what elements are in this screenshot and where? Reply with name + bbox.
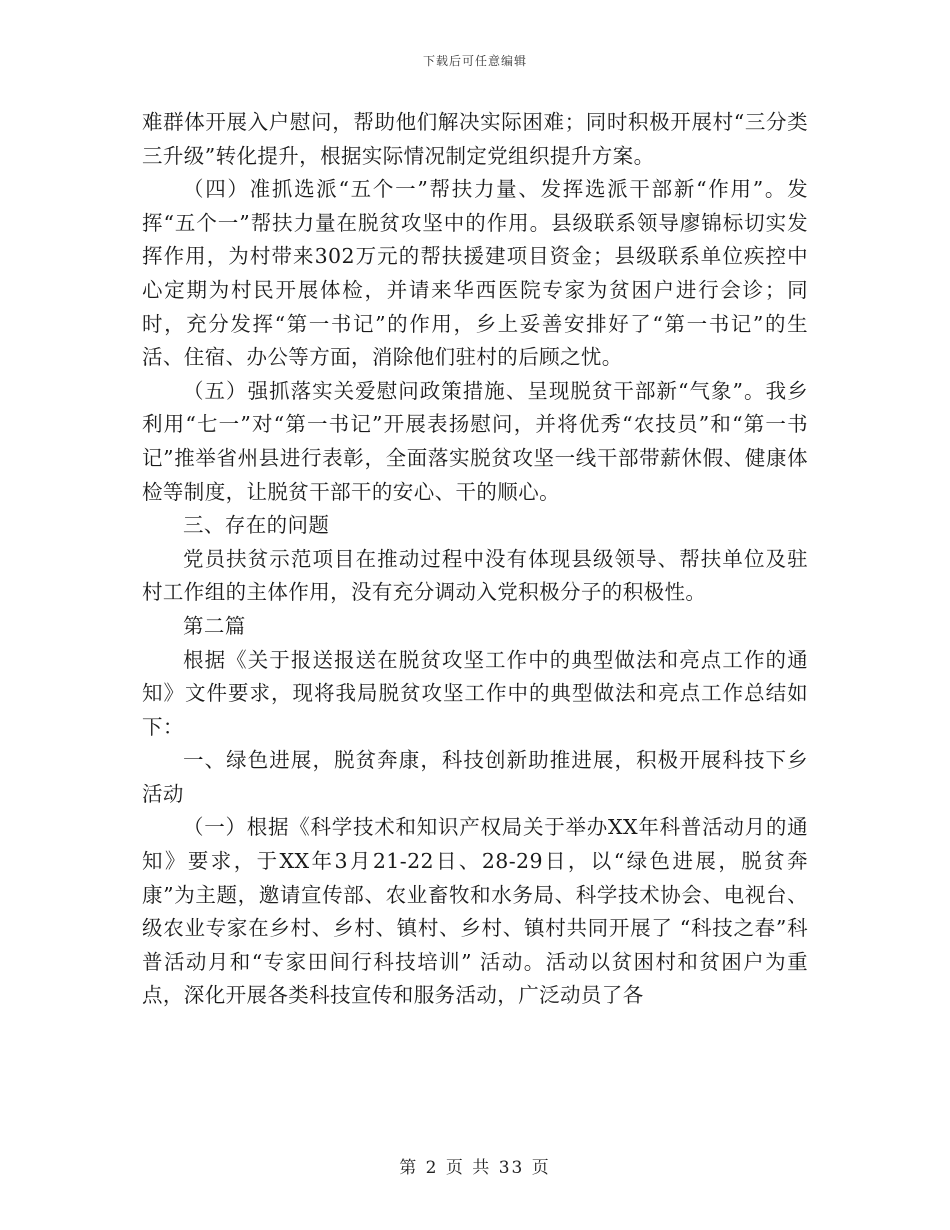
paragraph-5: 党员扶贫示范项目在推动过程中没有体现县级领导、帮扶单位及驻村工作组的主体作用，没有充分调动入党积极分子的积极性。 [142,546,808,605]
paragraph-7: 根据《关于报送报送在脱贫攻坚工作中的典型做法和亮点工作的通知》文件要求，现将我局脱贫攻坚工作中的典型做法和亮点工作总结如下： [142,647,808,739]
part-heading-second: 第二篇 [183,613,246,638]
paragraph-3: （五）强抓落实关爱慰问政策措施、呈现脱贫干部新“气象”。我乡利用“七一”对“第一书记”开展表扬慰问，并将优秀“农技员”和“第一书记”推举省州县进行表彰，全面落实脱贫攻坚一线干部带薪休假、健康体检等制度，让脱贫干部干的安心、干的顺心。 [142,378,808,504]
section-heading-problems: 三、存在的问题 [183,513,330,538]
paragraph-2: （四）准抓选派“五个一”帮扶力量、发挥选派干部新“作用”。发挥“五个一”帮扶力量在脱贫攻坚中的作用。县级联系领导廖锦标切实发挥作用，为村带来302万元的帮扶援建项目资金；县级联系单位疾控中心定期为村民开展体检，并请来华西医院专家为贫困户进行会诊；同时，充分发挥“第一书记”的作用，乡上妥善安排好了“第一书记”的生活、住宿、办公等方面，消除他们驻村的后顾之忧。 [142,177,808,370]
document-body [142,106,808,1013]
paragraph-9: （一）根据《科学技术和知识产权局关于举办XX年科普活动月的通知》要求，于XX年3月21-22日、28-29日，以“绿色进展，脱贫奔康”为主题，邀请宣传部、农业畜牧和水务局、科学技术协会、电视台、级农业专家在乡村、乡村、镇村、乡村、镇村共同开展了 “科技之春”科普活动月和“专家田间行科技培训” 活动。活动以贫困村和贫困户为重点，深化开展各类科技宣传和服务活动，广泛动员了各 [142,815,808,1008]
page-footer: 第 2 页 共 33 页 [399,1158,551,1178]
paragraph-1: 难群体开展入户慰问，帮助他们解决实际困难；同时积极开展村“三分类三升级”转化提升，根据实际情况制定党组织提升方案。 [142,110,808,168]
page-header: 下载后可任意编辑 [422,54,527,68]
section-heading-green-development: 一、绿色进展，脱贫奔康，科技创新助推进展，积极开展科技下乡活动 [142,748,808,806]
